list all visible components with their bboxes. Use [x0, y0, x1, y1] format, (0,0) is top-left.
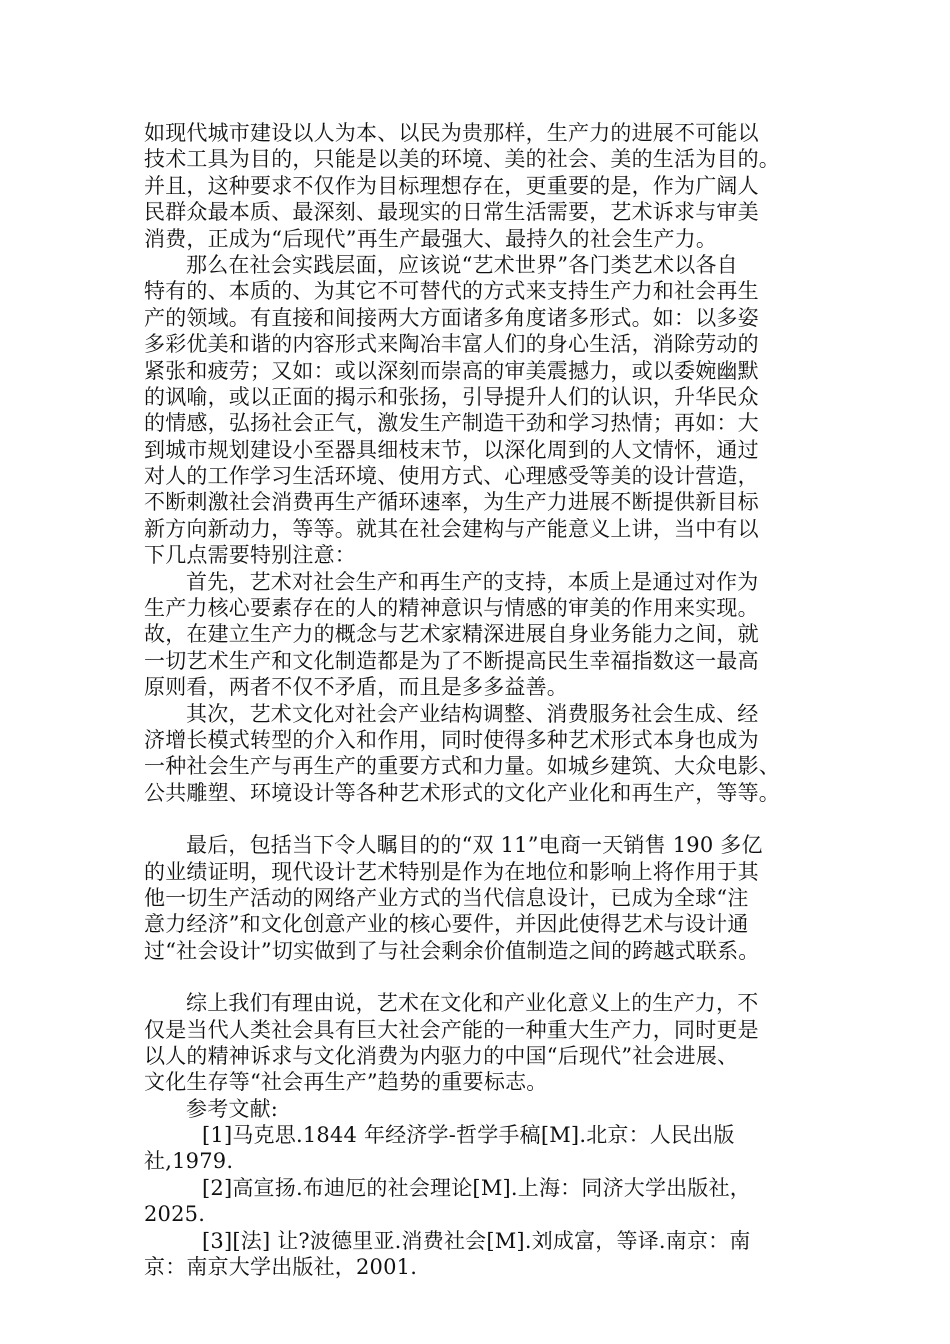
text-line: 如现代城市建设以人为本、以民为贵那样，生产力的进展不可能以 — [144, 121, 759, 145]
text-line: 多彩优美和谐的内容形式来陶冶丰富人们的身心生活，消除劳动的 — [144, 332, 759, 357]
paragraph-gap — [144, 964, 810, 990]
text-line: 的业绩证明，现代设计艺术特别是作为在地位和影响上将作用于其 — [144, 859, 759, 884]
paragraph — [144, 569, 810, 701]
text-line: 首先，艺术对社会生产和再生产的支持，本质上是通过对作为 — [186, 569, 759, 594]
text-line: 综上我们有理由说，艺术在文化和产业化意义上的生产力，不 — [186, 991, 759, 1016]
text-line: 对人的工作学习生活环境、使用方式、心理感受等美的设计营造， — [144, 464, 759, 489]
references-section — [144, 1096, 810, 1281]
text-line: 民群众最本质、最深刻、最现实的日常生活需要，艺术诉求与审美 — [144, 200, 759, 225]
text-line: 那么在社会实践层面，应该说“艺术世界”各门类艺术以各自 — [186, 252, 738, 277]
text-line: 2025. — [144, 1202, 206, 1227]
text-line: [3][法] 让?波德里亚.消费社会[M].刘成富，等译.南京：南 — [202, 1228, 751, 1253]
text-line: 公共雕塑、环境设计等各种艺术形式的文化产业化和再生产，等等。 — [144, 780, 780, 805]
paragraph — [144, 990, 810, 1096]
paragraph-gap — [144, 806, 810, 832]
text-line: 过“社会设计”切实做到了与社会剩余价值制造之间的跨越式联系。 — [144, 938, 760, 963]
reference-item — [144, 1175, 810, 1228]
text-line: 产的领域。有直接和间接两大方面诸多角度诸多形式。如：以多姿 — [144, 305, 759, 330]
text-line: 故，在建立生产力的概念与艺术家精深进展自身业务能力之间，就 — [144, 622, 759, 647]
text-line: 生产力核心要素存在的人的精神意识与情感的审美的作用来实现。 — [144, 596, 759, 621]
text-line: 到城市规划建设小至器具细枝末节，以深化周到的人文情怀，通过 — [144, 437, 759, 462]
text-line: 文化生存等“社会再生产”趋势的重要标志。 — [144, 1070, 548, 1095]
document-page — [144, 120, 810, 1280]
text-line: 消费，正成为“后现代”再生产最强大、最持久的社会生产力。 — [144, 226, 718, 251]
paragraph — [144, 832, 810, 964]
references-heading: 参考文献: — [186, 1096, 279, 1121]
text-line: 下几点需要特别注意： — [144, 543, 356, 568]
text-line: 其次，艺术文化对社会产业结构调整、消费服务社会生成、经 — [186, 701, 759, 726]
text-line: 济增长模式转型的介入和作用，同时使得多种艺术形式本身也成为 — [144, 727, 759, 752]
paragraph — [144, 252, 810, 569]
text-line: 意力经济”和文化创意产业的核心要件，并因此使得艺术与设计通 — [144, 912, 749, 937]
text-line: 特有的、本质的、为其它不可替代的方式来支持生产力和社会再生 — [144, 279, 759, 304]
text-line: [2]高宣扬.布迪厄的社会理论[M].上海：同济大学出版社， — [202, 1175, 751, 1200]
text-line: 的情感，弘扬社会正气，激发生产制造干劲和学习热情；再如：大 — [144, 411, 759, 436]
text-line: 一切艺术生产和文化制造都是为了不断提高民生幸福指数这一最高 — [144, 648, 759, 673]
text-line: 原则看，两者不仅不矛盾，而且是多多益善。 — [144, 675, 568, 700]
text-line: 仅是当代人类社会具有巨大社会产能的一种重大生产力，同时更是 — [144, 1017, 759, 1042]
reference-item — [144, 1122, 810, 1175]
text-line: 并且，这种要求不仅作为目标理想存在，更重要的是，作为广阔人 — [144, 173, 759, 198]
text-line: [1]马克思.1844 年经济学-哲学手稿[M].北京：人民出版 — [202, 1123, 735, 1148]
reference-item — [144, 1228, 810, 1281]
text-line: 不断刺激社会消费再生产循环速率，为生产力进展不断提供新目标 — [144, 490, 759, 515]
text-line: 一种社会生产与再生产的重要方式和力量。如城乡建筑、大众电影、 — [144, 754, 780, 779]
paragraph — [144, 120, 810, 252]
text-line: 他一切生产活动的网络产业方式的当代信息设计，已成为全球“注 — [144, 885, 749, 910]
text-line: 新方向新动力，等等。就其在社会建构与产能意义上讲，当中有以 — [144, 516, 759, 541]
text-line: 最后，包括当下令人瞩目的的“双 11”电商一天销售 190 多亿 — [186, 833, 763, 858]
text-line: 紧张和疲劳；又如：或以深刻而崇高的审美震撼力，或以委婉幽默 — [144, 358, 759, 383]
text-line: 社,1979. — [144, 1149, 234, 1174]
text-line: 技术工具为目的，只能是以美的环境、美的社会、美的生活为目的。 — [144, 147, 780, 172]
text-line: 以人的精神诉求与文化消费为内驱力的中国“后现代”社会进展、 — [144, 1043, 739, 1068]
text-line: 京：南京大学出版社，2001. — [144, 1255, 418, 1280]
text-line: 的讽喻，或以正面的揭示和张扬，引导提升人们的认识，升华民众 — [144, 384, 759, 409]
paragraph — [144, 701, 810, 807]
